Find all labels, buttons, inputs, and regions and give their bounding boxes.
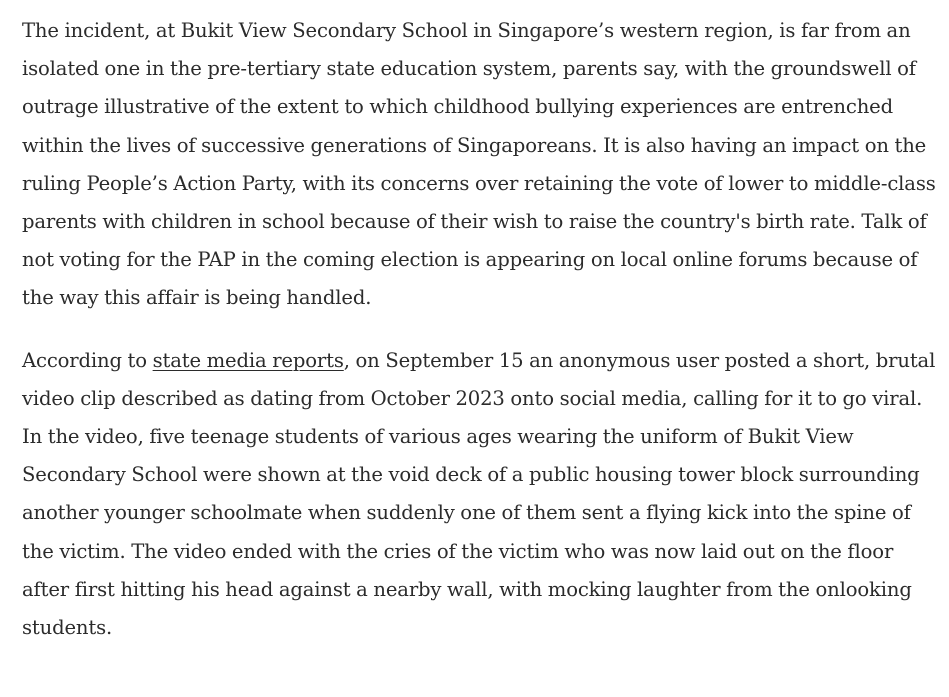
paragraph-incident bbox=[22, 12, 937, 318]
article-body bbox=[22, 12, 937, 671]
paragraph-video-report bbox=[22, 342, 937, 648]
paragraph-2-lead-text: According to bbox=[22, 348, 153, 372]
paragraph-2-body-text: , on September 15 an anonymous user posted a short, brutal video clip described as dating from October 2023 onto social media, calling for it to go viral. In the video, five teenage students of various ages wearing the uniform of Bukit View Secondary School were shown at the void deck of a public housing tower block surrounding another younger schoolmate when suddenly one of them sent a flying kick into the spine of the victim. The video ended with the cries of the victim who was now laid out on the floor after first hitting his head against a nearby wall, with mocking laughter from the onlooking students. bbox=[22, 348, 936, 640]
state-media-reports-link[interactable]: state media reports bbox=[152, 348, 344, 372]
paragraph-1-text: The incident, at Bukit View Secondary School in Singapore’s western region, is far from an isolated one in the pre-tertiary state education system, parents say, with the groundswell of outrage illustrative of the extent to which childhood bullying experiences are entrenched within the lives of successive generations of Singaporeans. It is also having an impact on the ruling People’s Action Party, with its concerns over retaining the vote of lower to middle-class parents with children in school because of their wish to raise the country's birth rate. Talk of not voting for the PAP in the coming election is appearing on local online forums because of the way this affair is being handled. bbox=[22, 19, 936, 310]
